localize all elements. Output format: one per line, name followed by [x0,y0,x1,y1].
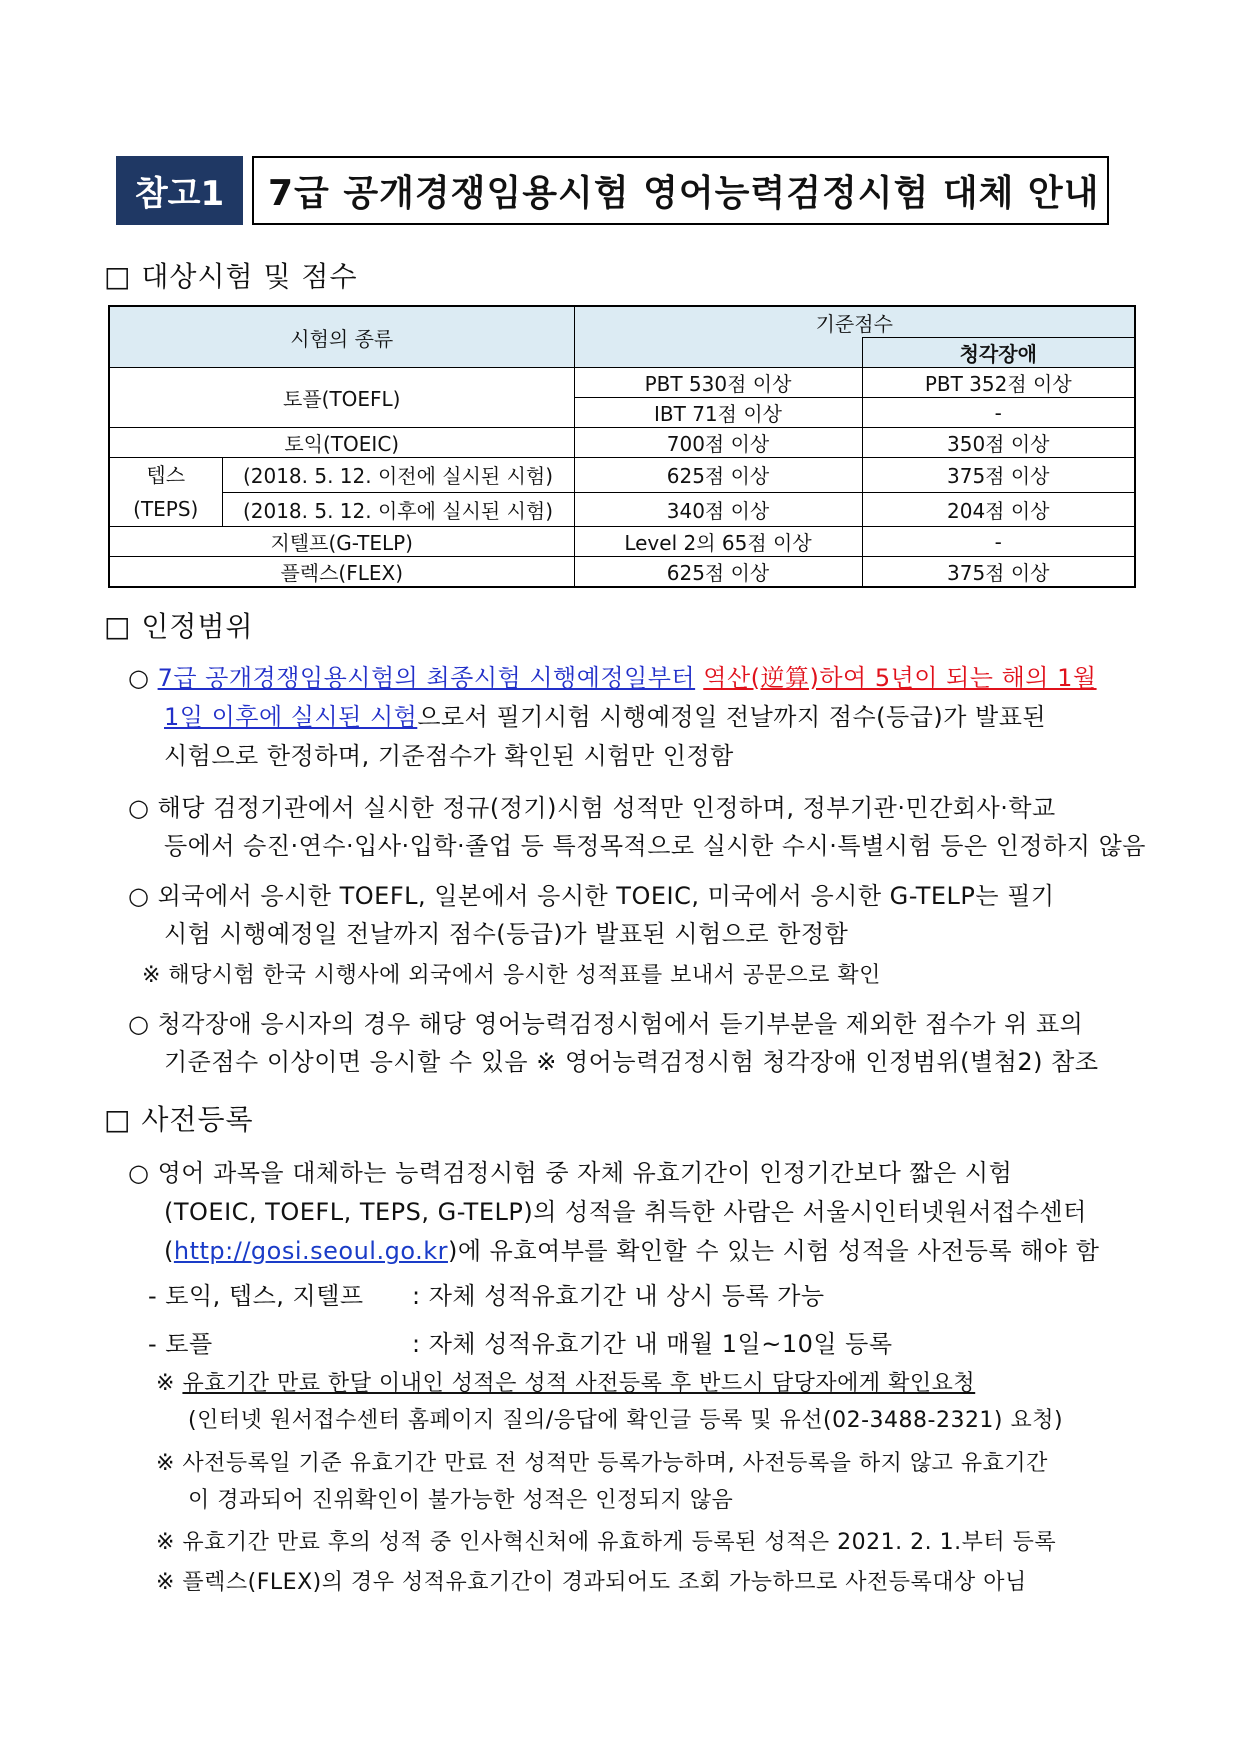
bullet-3-line-1: ○ 외국에서 응시한 TOEFL, 일본에서 응시한 TOEIC, 미국에서 응시한 G-TELP는 필기 [128,882,1055,910]
note-2-line-1: ※ 사전등록일 기준 유효기간 만료 전 성적만 등록가능하며, 사전등록을 하지 않고 유효기간 [156,1451,1048,1476]
table-row [109,428,1135,458]
dash-item-2-label: - 토플 [148,1330,213,1358]
note-1-line-2: (인터넷 원서접수센터 홈페이지 질의/응답에 확인글 등록 및 유선(02-3488-2321) 요청) [188,1408,1064,1433]
bullet-1-line-2 [164,697,1046,732]
highlight-blue-text: 7급 공개경쟁임용시험의 최종시험 시행예정일부터 [157,664,696,692]
score-cell: IBT 71점 이상 [574,398,862,428]
bullet-1-line-3: 시험으로 한정하며, 기준점수가 확인된 시험만 인정함 [164,742,734,770]
prereg-line-3 [164,1231,1099,1266]
note-mark: ※ [156,1371,175,1396]
bullet-mark: ○ [128,664,150,692]
teps-after-label: (2018. 5. 12. 이후에 실시된 시험) [222,492,574,527]
hearing-score-cell: - [862,527,1135,557]
bullet-text: 으로서 필기시험 시행예정일 전날까지 점수(등급)가 발표된 [417,703,1047,731]
bullet-3-line-2: 시험 시행예정일 전날까지 점수(등급)가 발표된 시험으로 한정함 [164,920,849,948]
bullet-4-line-1: ○ 청각장애 응시자의 경우 해당 영어능력검정시험에서 듣기부분을 제외한 점수가 위 표의 [128,1010,1084,1038]
header-exam-type: 시험의 종류 [109,306,574,368]
section-heading-pre-registration: □ 사전등록 [104,1103,254,1136]
header-hearing-impaired: 청각장애 [862,338,1135,368]
exam-name-teps [109,458,222,527]
page-title: 7급 공개경쟁임용시험 영어능력검정시험 대체 안내 [252,156,1109,225]
bullet-2-line-2: 등에서 승진·연수·입사·입학·졸업 등 특정목적으로 실시한 수시·특별시험 등은 인정하지 않음 [164,832,1146,860]
hearing-score-cell: 375점 이상 [862,557,1135,588]
score-table [108,305,1136,588]
hearing-score-cell: 350점 이상 [862,428,1135,458]
table-row [109,368,1135,398]
bullet-2-line-1: ○ 해당 검정기관에서 실시한 정규(정기)시험 성적만 인정하며, 정부기관·민간회사·학교 [128,794,1056,822]
note-3: ※ 유효기간 만료 후의 성적 중 인사혁신처에 유효하게 등록된 성적은 2021. 2. 1.부터 등록 [156,1530,1057,1555]
score-cell: 340점 이상 [574,492,862,527]
table-row [109,492,1135,527]
exam-name-toeic: 토익(TOEIC) [109,428,574,458]
bullet-1-line-1 [128,658,1097,693]
hearing-score-cell: 204점 이상 [862,492,1135,527]
note-1-line-1 [156,1366,975,1397]
header-standard-score: 기준점수 [574,306,1135,338]
dash-item-1-text: : 자체 성적유효기간 내 상시 등록 가능 [412,1282,825,1310]
dash-item-1-label: - 토익, 텝스, 지텔프 [148,1282,364,1310]
dash-item-2-text: : 자체 성적유효기간 내 매월 1일~10일 등록 [412,1330,893,1358]
highlight-red-text: 역산(逆算)하여 5년이 되는 해의 1월 [703,664,1097,692]
table-header-row [109,306,1135,338]
section-heading-recognition: □ 인정범위 [104,610,254,643]
hearing-score-cell: - [862,398,1135,428]
note-4: ※ 플렉스(FLEX)의 경우 성적유효기간이 경과되어도 조회 가능하므로 사전등록대상 아님 [156,1570,1027,1595]
prereg-line-2: (TOEIC, TOEFL, TEPS, G-TELP)의 성적을 취득한 사람은 서울시인터넷원서접수센터 [164,1198,1087,1226]
note-2-line-2: 이 경과되어 진위확인이 불가능한 성적은 인정되지 않음 [188,1488,734,1513]
table-row [109,527,1135,557]
table-row [109,557,1135,588]
note-underlined-text: 유효기간 만료 한달 이내인 성적은 성적 사전등록 후 반드시 담당자에게 확인요청 [182,1371,976,1396]
teps-name-korean: 텝스 [146,463,186,487]
score-cell: 625점 이상 [574,557,862,588]
score-cell: PBT 530점 이상 [574,368,862,398]
gosi-link[interactable]: http://gosi.seoul.go.kr [173,1237,448,1265]
teps-name-english: (TEPS) [133,497,199,521]
score-cell: Level 2의 65점 이상 [574,527,862,557]
score-cell: 700점 이상 [574,428,862,458]
exam-name-toefl: 토플(TOEFL) [109,368,574,428]
section-heading-target-exams: □ 대상시험 및 점수 [104,260,358,293]
bullet-4-line-2: 기준점수 이상이면 응시할 수 있음 ※ 영어능력검정시험 청각장애 인정범위(별첨2) 참조 [164,1048,1099,1076]
hearing-score-cell: 375점 이상 [862,458,1135,493]
score-cell: 625점 이상 [574,458,862,493]
highlight-blue-text: 1일 이후에 실시된 시험 [164,703,418,731]
hearing-score-cell: PBT 352점 이상 [862,368,1135,398]
reference-label: 참고1 [116,156,243,225]
prereg-text: )에 유효여부를 확인할 수 있는 시험 성적을 사전등록 해야 함 [447,1237,1100,1265]
teps-before-label: (2018. 5. 12. 이전에 실시된 시험) [222,458,574,493]
exam-name-flex: 플렉스(FLEX) [109,557,574,588]
exam-name-gtelp: 지텔프(G-TELP) [109,527,574,557]
prereg-line-1: ○ 영어 과목을 대체하는 능력검정시험 중 자체 유효기간이 인정기간보다 짧은 시험 [128,1159,1013,1187]
paren-open: ( [164,1237,174,1265]
table-row [109,458,1135,493]
header-spacer [574,338,862,368]
bullet-3-note: ※ 해당시험 한국 시행사에 외국에서 응시한 성적표를 보내서 공문으로 확인 [142,963,881,988]
